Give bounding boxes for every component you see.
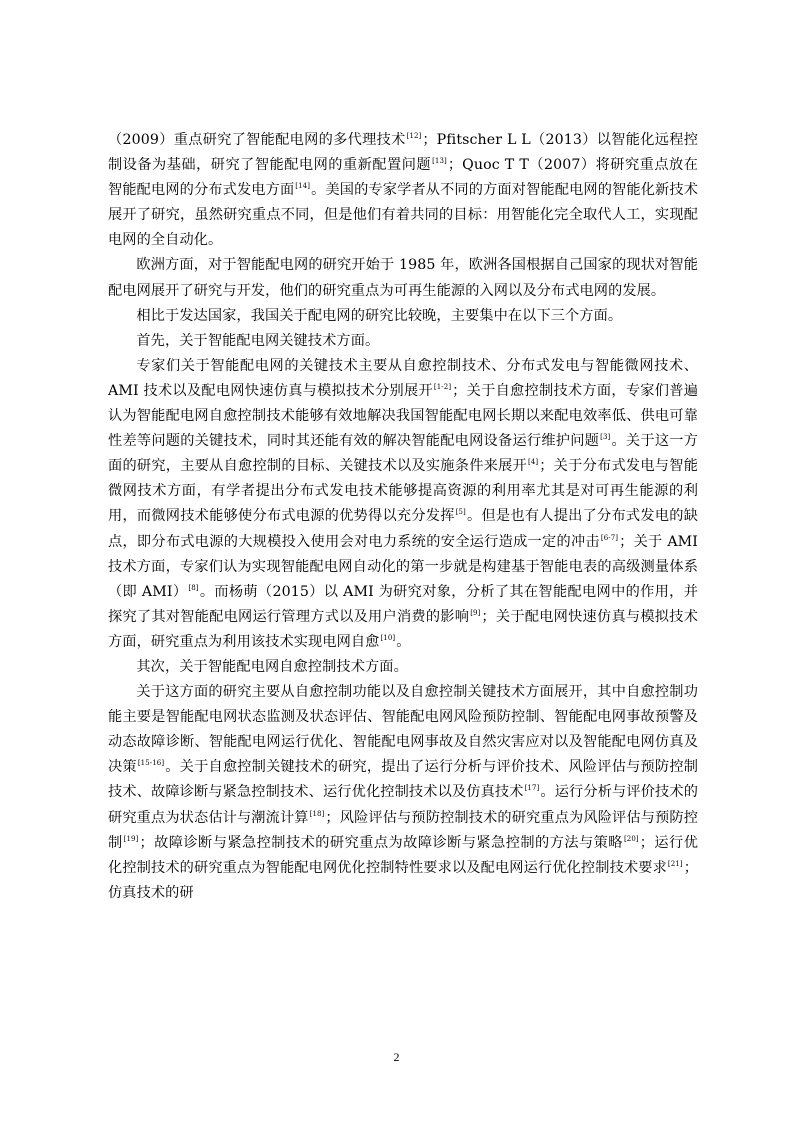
citation-ref: [20] bbox=[623, 834, 639, 843]
paragraph-text: 欧洲方面，对于智能配电网的研究开始于 1985 年，欧洲各国根据自己国家的现状对智能配电网展开了研究与开发，他们的研究重点为可再生能源的入网以及分布式电网的发展。 bbox=[108, 257, 698, 299]
citation-ref: [8] bbox=[188, 583, 199, 592]
citation-ref: [10] bbox=[380, 633, 396, 642]
paragraph-text: ；故障诊断与紧急控制技术的研究重点为故障诊断与紧急控制的方法与策略 bbox=[139, 834, 623, 851]
paragraph-text: 相比于发达国家，我国关于配电网的研究比较晚，主要集中在以下三个方面。 bbox=[136, 307, 623, 324]
citation-ref: [13] bbox=[432, 157, 447, 166]
paragraph-text: ；风险评估与预防控制技术的研究重点为风险评估与预防控制 bbox=[108, 809, 698, 851]
paragraph-text: ；仿真技术的研 bbox=[108, 859, 698, 901]
paragraph-text: 。关于自愈控制关键技术的研究，提出了运行分析与评价技术、风险评估与预防控制技术、故障诊断与紧急控制技术、运行优化控制技术以及仿真技术 bbox=[108, 759, 699, 801]
paragraph bbox=[108, 655, 698, 680]
paragraph-text: 。但是也有人提出了分布式发电的缺点，即分布式电源的大规模投入使用会对电力系统的安全运行造成一定的冲击 bbox=[108, 508, 698, 550]
citation-ref: [14] bbox=[295, 182, 311, 191]
paragraph-text: ；关于配电网快速仿真与模拟技术方面，研究重点为利用该技术实现电网自愈 bbox=[108, 608, 698, 650]
paragraph-text: 其次，关于智能配电网自愈控制技术方面。 bbox=[136, 658, 408, 675]
citation-ref: [9] bbox=[470, 608, 481, 617]
paragraph-text: 关于这方面的研究主要从自愈控制功能以及自愈控制关键技术方面展开，其中自愈控制功能主要是智能配电网状态监测及状态评估、智能配电网风险预防控制、智能配电网事故预警及动态故障诊断、智能配电网运行优化、智能配电网事故及自然灾害应对以及智能配电网仿真及决策 bbox=[108, 684, 698, 776]
paragraph-text: 。而杨萌（2015）以 AMI 为研究对象，分析了其在智能配电网中的作用，并探究了其对智能配电网运行管理方式以及用户消费的影响 bbox=[108, 583, 698, 625]
paragraph-text: 专家们关于智能配电网的关键技术主要从自愈控制技术、分布式发电与智能微网技术、AMI 技术以及配电网快速仿真与模拟技术分别展开 bbox=[108, 357, 698, 399]
paragraph-text: （2009）重点研究了智能配电网的多代理技术 bbox=[108, 132, 406, 148]
body-text bbox=[108, 128, 698, 906]
paragraph bbox=[108, 253, 698, 303]
citation-ref: [4] bbox=[528, 458, 539, 467]
paragraph-text: ；Quoc T T（2007）将研究重点放在智能配电网的分布式发电方面 bbox=[108, 157, 698, 199]
paragraph-text: 。运行分析与评价技术的研究重点为状态估计与潮流计算 bbox=[108, 784, 698, 826]
paragraph-text: 。美国的专家学者从不同的方面对智能配电网的智能化新技术展开了研究，虽然研究重点不同，但是他们有着共同的目标：用智能化完全取代人工，实现配电网的全自动化。 bbox=[108, 182, 698, 249]
citation-ref: [19] bbox=[123, 834, 139, 843]
paragraph bbox=[108, 128, 698, 253]
citation-ref: [15-16] bbox=[137, 759, 165, 768]
paragraph bbox=[108, 304, 698, 329]
citation-ref: [1-2] bbox=[433, 382, 452, 391]
paragraph-text: 。关于这一方面的研究，主要从自愈控制的目标、关键技术以及实施条件来展开 bbox=[108, 433, 698, 475]
citation-ref: [3] bbox=[600, 433, 611, 442]
citation-ref: [18] bbox=[309, 809, 325, 818]
paragraph-text: 。 bbox=[396, 633, 411, 650]
paragraph bbox=[108, 329, 698, 354]
citation-ref: [17] bbox=[524, 784, 540, 793]
paragraph-text: ；运行优化控制技术的研究重点为智能配电网优化控制特性要求以及配电网运行优化控制技术要求 bbox=[108, 834, 698, 876]
paragraph-text: ；关于自愈控制技术方面，专家们普遍认为智能配电网自愈控制技术能够有效地解决我国智能配电网长期以来配电效率低、供电可靠性差等问题的关键技术，同时其还能有效的解决智能配电网设备运行维护问题 bbox=[108, 382, 698, 450]
citation-ref: [6-7] bbox=[600, 533, 619, 542]
paragraph-text: ；Pfitscher L L（2013）以智能化远程控制设备为基础，研究了智能配电网的重新配置问题 bbox=[108, 132, 698, 174]
paragraph-text: ；关于分布式发电与智能微网技术方面，有学者提出分布式发电技术能够提高资源的利用率尤其是对可再生能源的利用，而微网技术能够使分布式电源的优势得以充分发挥 bbox=[108, 458, 698, 525]
citation-ref: [21] bbox=[667, 859, 683, 868]
page-number: 2 bbox=[393, 1050, 400, 1064]
paragraph bbox=[108, 354, 698, 655]
citation-ref: [5] bbox=[455, 508, 466, 517]
paragraph-text: 首先，关于智能配电网关键技术方面。 bbox=[136, 332, 380, 349]
paragraph bbox=[108, 680, 698, 906]
citation-ref: [12] bbox=[406, 132, 422, 140]
paragraph-text: ；关于 AMI 技术方面，专家们认为实现智能配电网自动化的第一步就是构建基于智能电表的高级测量体系（即 AMI） bbox=[108, 533, 698, 600]
